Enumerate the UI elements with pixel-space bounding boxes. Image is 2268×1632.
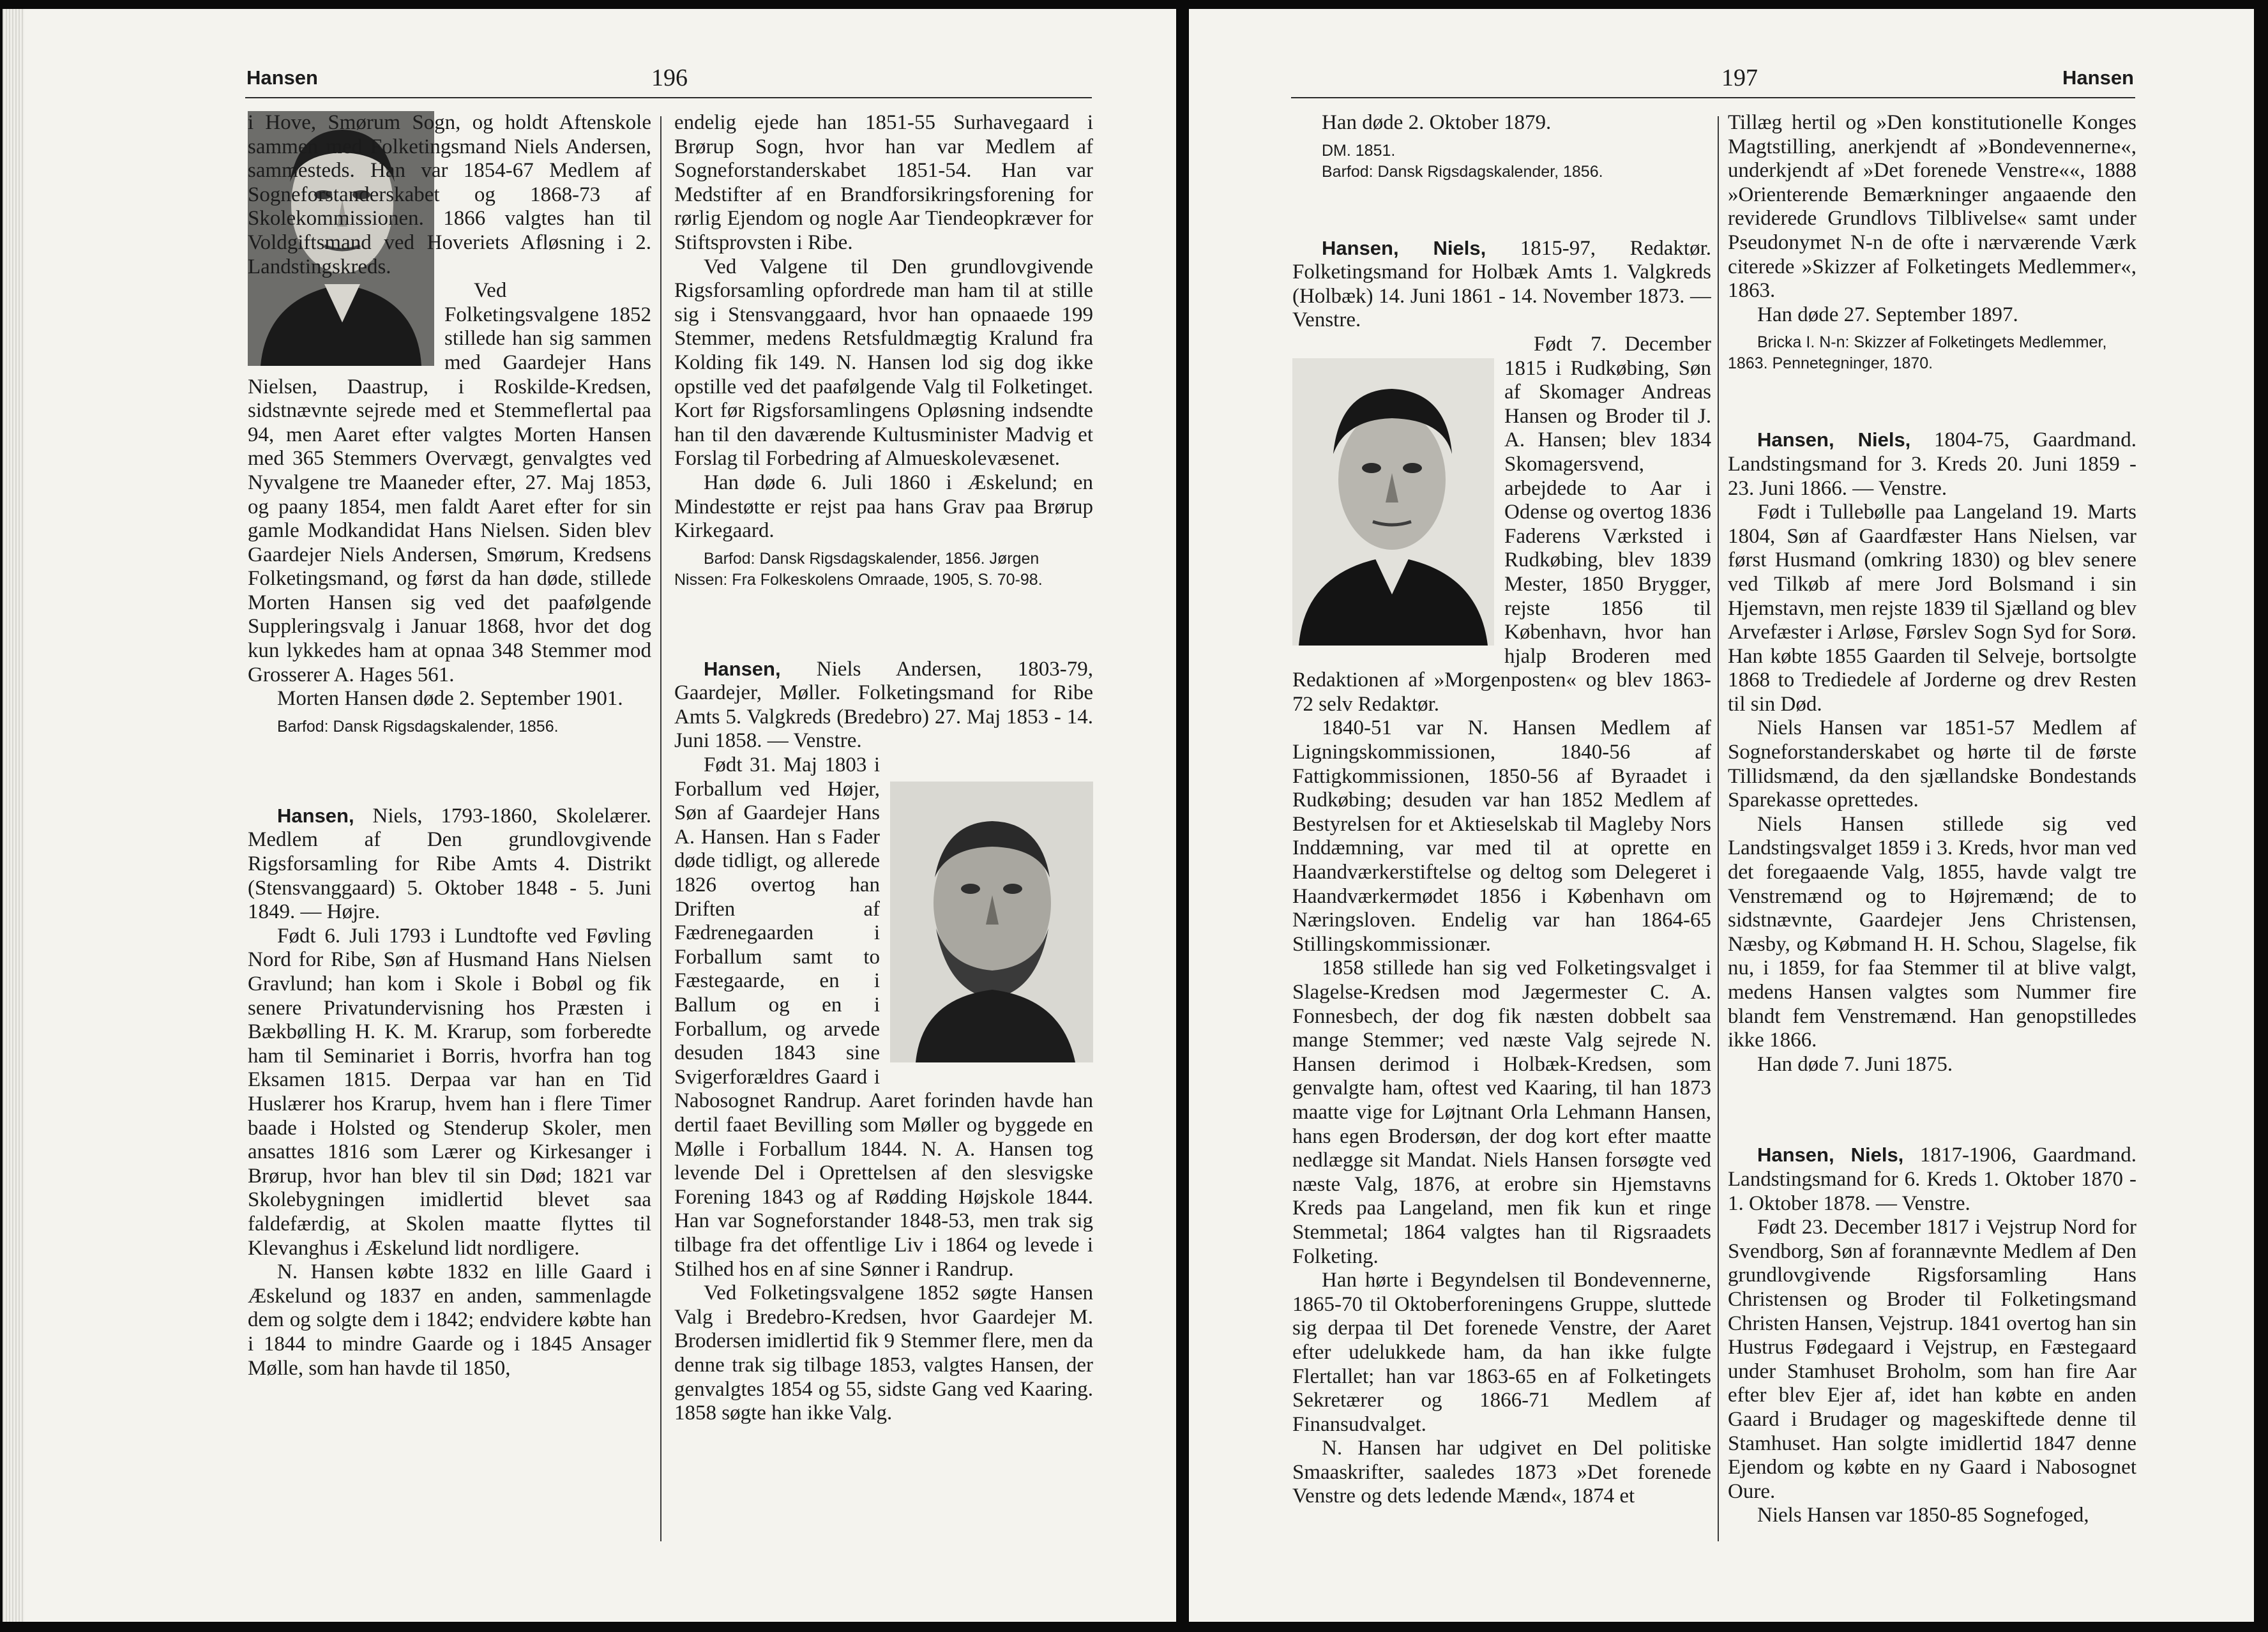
right-page-column-1	[1292, 111, 1711, 1541]
paragraph: N. Hansen har udgivet en Del politiske Smaaskrifter, saaledes 1873 »Det forenede Venstre og dets ledende Mænd«, 1874 et	[1292, 1437, 1711, 1508]
portrait-photo-icon	[1292, 358, 1494, 646]
source-reference: Bricka I. N-n: Skizzer af Folketingets Medlemmer, 1863. Pennetegninger, 1870.	[1728, 333, 2107, 373]
entry-name: Hansen, Niels,	[1322, 236, 1486, 259]
paragraph: i Hove, Smørum Sogn, og holdt Aftenskole sammen med Folketingsmand Niels Andersen, sammesteds. Han var 1854-67 Medlem af Sogneforstanderskabet og 1868-73 af Skolekommissionen. 1866 valgtes han til Voldgiftsmand ved Hoveriets Afløsning i 2. Landstingskreds.	[248, 111, 651, 278]
paragraph: 1858 stillede han sig ved Folketingsvalget i Slagelse-Kredsen mod Jægermester C. A. Fonnesbech, der dog fik næsten dobbelt saa mange Stemmer; ved næste Valg sejrede N. Hansen derimod i Holbæk-Kredsen, som genvalgte ham, oftest ved Kaaring, til han 1873 maatte vige for Løjtnant Orla Lehmann Hansen, hans egen Brodersøn, der dog kort efter maatte nedlægge sit Mandat. Niels Hansen forsøgte ved næste Valg, 1876, at erobre sin Hjemstavns Kreds paa Langeland, men fik kun et ringe Stemmetal; 1864 valgtes han til Rigsraadets Folketing.	[1292, 956, 1711, 1268]
paragraph: Han døde 2. Oktober 1879.	[1322, 111, 1552, 134]
paragraph: Niels Hansen var 1851-57 Medlem af Sogneforstanderskabet og hørte til de første Tillidsmænd, da den sjællandske Bondestands Sparekasse oprettedes.	[1728, 716, 2136, 812]
running-head-left	[245, 64, 1092, 98]
entry-header	[1728, 1143, 2136, 1216]
paragraph: N. Hansen købte 1832 en lille Gaard i Æskelund og 1837 en anden, sammenlagde dem og solgte dem i 1842; endvidere købte han i 1844 to mindre Gaarde og i 1845 Ansager Mølle, som han havde til 1850,	[248, 1260, 651, 1380]
paragraph: Han døde 7. Juni 1875.	[1757, 1052, 1953, 1076]
running-head-name: Hansen	[2062, 66, 2134, 89]
source-reference: Barfod: Dansk Rigsdagskalender, 1856. Jørgen Nissen: Fra Folkeskolens Omraade, 1905, S. 70-98.	[674, 549, 1043, 589]
entry-header	[1292, 236, 1711, 333]
right-page-column-2	[1728, 111, 2136, 1541]
entry-name: Hansen, Niels,	[1757, 1144, 1904, 1167]
paragraph: Født 6. Juli 1793 i Lundtofte ved Føvling Nord for Ribe, Søn af Husmand Hans Nielsen Gravlund; han kom i Skole i Bobøl og fik senere Privatundervisning hos Præsten i Bækbølling H. K. M. Krarup, som forberedte ham til Seminariet i Borris, hvorfra han tog Eksamen 1815. Derpaa var han en Tid Huslærer hos Krarup, hvem han i flere Timer baade i Holsted og Stenderup Skoler, men ansattes 1816 som Lærer og Kirkesanger i Brørup, hvor han blev til sin Død; 1821 var Skolebygningen imidlertid blevet saa faldefærdig, at Skolen maatte flyttes til Klevanghus i Æskelund lidt nordligere.	[248, 924, 651, 1260]
entry-header-text: Niels Andersen, 1803-79, Gaardejer, Møller. Folketingsmand for Ribe Amts 5. Valgkreds (Bredebro) 27. Maj 1853 - 14. Juni 1858. — Venstre.	[674, 657, 1093, 753]
source-reference: DM. 1851.	[1322, 141, 1396, 160]
right-page	[1189, 9, 2254, 1622]
portrait-niels-hansen-redaktor	[1292, 358, 1494, 646]
entry-header	[1728, 428, 2136, 501]
portrait-photo-icon	[890, 782, 1093, 1062]
left-page-column-2	[674, 111, 1093, 1541]
paragraph: Han hørte i Begyndelsen til Bondevennerne, 1865-70 til Oktoberforeningens Gruppe, sluttede sig derpaa til Det forenede Venstre, der Aaret efter udelukkede ham, da han ikke fulgte Flertallet; han var 1863-65 en af Folketingets Sekretærer og 1866-71 Medlem af Finansudvalget.	[1292, 1269, 1711, 1436]
paragraph: Ved Valgene til Den grundlovgivende Rigsforsamling opfordrede man ham til at stille sig i Stensvanggaard, hvor han opnaaede 199 Stemmer, medens Retsfuldmægtig Kralund fra Kolding fik 149. N. Hansen lod sig dog ikke opstille ved det paafølgende Valg til Folketinget. Kort før Rigsforsamlingens Opløsning indsendte han til den daværende Kultusminister Madvig et Forslag til Forbedring af Almueskolevæsenet.	[674, 255, 1093, 471]
page-number: 197	[1721, 64, 1758, 91]
running-head-name: Hansen	[246, 66, 318, 89]
paragraph: Han døde 27. September 1897.	[1757, 303, 2018, 326]
paragraph: Niels Hansen stillede sig ved Landstingsvalget 1859 i 3. Kreds, hvor man ved det foregaaende Valg, 1855, havde valgt tre Venstremænd og to Højremænd; de to sidstnævnte, Gaardejer Jens Christensen, Næsby, og Købmand H. H. Schou, Slagelse, fik nu, i 1859, for faa Stemmer til at blive valgt, medens Hansen valgtes som Nummer fire blandt fem Venstremænd. Han genopstilledes ikke 1866.	[1728, 812, 2136, 1052]
running-head-right	[1291, 64, 2135, 98]
paragraph: endelig ejede han 1851-55 Surhavegaard i Brørup Sogn, hvor han var Medlem af Sogneforstanderskabet 1851-54. Han var Medstifter af en Brandforsikringsforening for rørlig Ejendom og nogle Aar Tiendeopkræver for Stiftsprovsten i Ribe.	[674, 111, 1093, 254]
paragraph: Født 7. December 1815 i Rudkøbing, Søn af Skomager Andreas Hansen og Broder til J. A. Hansen; blev 1834 Skomagersvend, arbejdede to Aar i Odense og overtog 1836 Faderens Værksted i Rudkøbing, blev 1839 Mester, 1850 Brygger, rejste 1856 til København, hvor han hjalp Broderen med Redaktionen af »Morgenposten« og blev 1863-72 selv Redaktør.	[1292, 332, 1711, 716]
entry-header	[248, 804, 651, 925]
entry-header-text: Niels, 1793-1860, Skolelærer. Medlem af Den grundlovgivende Rigsforsamling for Ribe Amts 4. Distrikt (Stensvanggaard) 5. Oktober 1848 - 5. Juni 1849. — Højre.	[248, 804, 651, 924]
paragraph: Ved Folketingsvalgene 1852 stillede han sig sammen med Gaardejer Hans Nielsen, Daastrup, i Roskilde-Kredsen, sidstnævnte sejrede med et Stemmeflertal paa 94, men Aaret efter valgtes Morten Hansen med 365 Stemmers Overvægt, genvalgtes ved Nyvalgene tre Maaneder efter, 27. Maj 1853, og paany 1854, men faldt Aaret efter for sin gamle Modkandidat Hans Nielsen. Siden blev Gaardejer Niels Andersen, Smørum, Kredsens Folketingsmand, og først da han døde, stillede Morten Hansen sig ved det paafølgende Suppleringsvalg i Januar 1868, hvor det dog kun lykkedes ham at opnaa 348 Stemmer mod Grosserer A. Hages 561.	[248, 279, 651, 686]
paragraph: Født i Tullebølle paa Langeland 19. Marts 1804, Søn af Gaardfæster Hans Nielsen, var først Husmand (omkring 1830) og blev senere ved Tilkøb af mere Jord Bolsmand i sin Hjemstavn, men rejste 1839 til Sjælland og blev Arvefæster i Arløse, Førslev Sogn Syd for Sorø. Han købte 1855 Gaarden til Selveje, bortsolgte 1868 to Trediedele af Jorderne og drev Resten til sin Død.	[1728, 501, 2136, 716]
column-rule	[660, 116, 662, 1541]
paragraph: Født 23. December 1817 i Vejstrup Nord for Svendborg, Søn af forannævnte Medlem af Den grundlovgivende Rigsforsamling Hans Christensen og Broder til Folketingsmand Christen Hansen, Vejstrup. 1841 overtog han sin Hustrus Fødegaard i Vejstrup, en Fæstegaard under Stamhuset Broholm, som han fire Aar efter blev Ejer af, idet han købte en anden Gaard i Brudager og mageskiftede denne til Stamhuset. Han solgte imidlertid 1847 denne Ejendom og købte en ny Gaard i Nabosognet Oure.	[1728, 1216, 2136, 1503]
paragraph: Morten Hansen døde 2. September 1901.	[277, 687, 623, 711]
left-page	[3, 9, 1176, 1622]
column-rule	[1718, 116, 1719, 1541]
portrait-niels-andersen-hansen	[890, 782, 1093, 1062]
page-number: 196	[651, 64, 688, 91]
paragraph: 1840-51 var N. Hansen Medlem af Ligningskommissionen, 1840-56 af Fattigkommissionen, 1850-56 af Byraadet i Rudkøbing; desuden var han 1852 Medlem af Bestyrelsen for et Aktieselskab til Magleby Nors Inddæmning, var med til at oprette en Haandværkerstiftelse og deltog som Delegeret i Haandværkermødet 1856 i København om Næringsloven. Endelig var han 1864-65 Stillingskommissionær.	[1292, 716, 1711, 956]
entry-header-text: 1817-1906, Gaardmand. Landstingsmand for 6. Kreds 1. Oktober 1870 - 1. Oktober 1878. — Venstre.	[1728, 1144, 2136, 1215]
source-reference: Barfod: Dansk Rigsdagskalender, 1856.	[277, 717, 559, 736]
paragraph: Niels Hansen var 1850-85 Sognefoged,	[1757, 1504, 2089, 1527]
entry-name: Hansen, Niels,	[1757, 428, 1911, 451]
entry-header-text: 1815-97, Redaktør. Folketingsmand for Holbæk Amts 1. Valgkreds (Holbæk) 14. Juni 1861 - 14. November 1873. — Venstre.	[1292, 236, 1711, 332]
entry-name: Hansen,	[704, 657, 781, 680]
paragraph: Født 31. Maj 1803 i Forballum ved Højer, Søn af Gaardejer Hans A. Hansen. Han s Fader døde tidligt, og allerede 1826 overtog han Driften af Fædrenegaarden i Forballum samt to Fæstegaarde, en i Ballum og en i Forballum, og arvede desuden 1843 sine Svigerforældres Gaard i Nabosognet Randrup. Aaret forinden havde han dertil faaet Bevilling som Møller og byggede en Mølle i Forballum 1844. N. A. Hansen tog levende Del i Oprettelsen af den slesvigske Forening 1843 og af Rødding Højskole 1844. Han var Sogneforstander 1848-53, men trak sig tilbage fra det offentlige Liv i 1864 og levede i Stilhed hos en af sine Sønner i Randrup.	[674, 753, 1093, 1281]
paragraph: Ved Folketingsvalgene 1852 søgte Hansen Valg i Bredebro-Kredsen, hvor Gaardejer M. Brodersen imidlertid fik 9 Stemmer flere, men da denne trak sig tilbage 1853, valgtes Hansen, der genvalgtes 1854 og 55, sidste Gang ved Kaaring. 1858 søgte han ikke Valg.	[674, 1281, 1093, 1425]
paragraph: Han døde 6. Juli 1860 i Æskelund; en Mindestøtte er rejst paa hans Grav paa Brørup Kirkegaard.	[674, 471, 1093, 543]
page-stack-edges	[3, 9, 24, 1622]
entry-header-text: 1804-75, Gaardmand. Landstingsmand for 3. Kreds 20. Juni 1859 - 23. Juni 1866. — Venstre.	[1728, 428, 2136, 500]
source-reference: Barfod: Dansk Rigsdagskalender, 1856.	[1322, 162, 1603, 181]
paragraph: Tillæg hertil og »Den konstitutionelle Konges Magtstilling, anerkjendt af »Bondevennerne«, underkjendt af »Det forenede Venstre««, 1888 »Orienterende Bemærkninger angaaende den reviderede Grundlovs Tilblivelse« samt under Pseudonymet N-n de ofte i nærværende Værk citerede »Skizzer af Folketingets Medlemmer«, 1863.	[1728, 111, 2136, 303]
left-page-column-1	[248, 111, 651, 1541]
entry-name: Hansen,	[277, 804, 354, 827]
entry-header	[674, 657, 1093, 753]
